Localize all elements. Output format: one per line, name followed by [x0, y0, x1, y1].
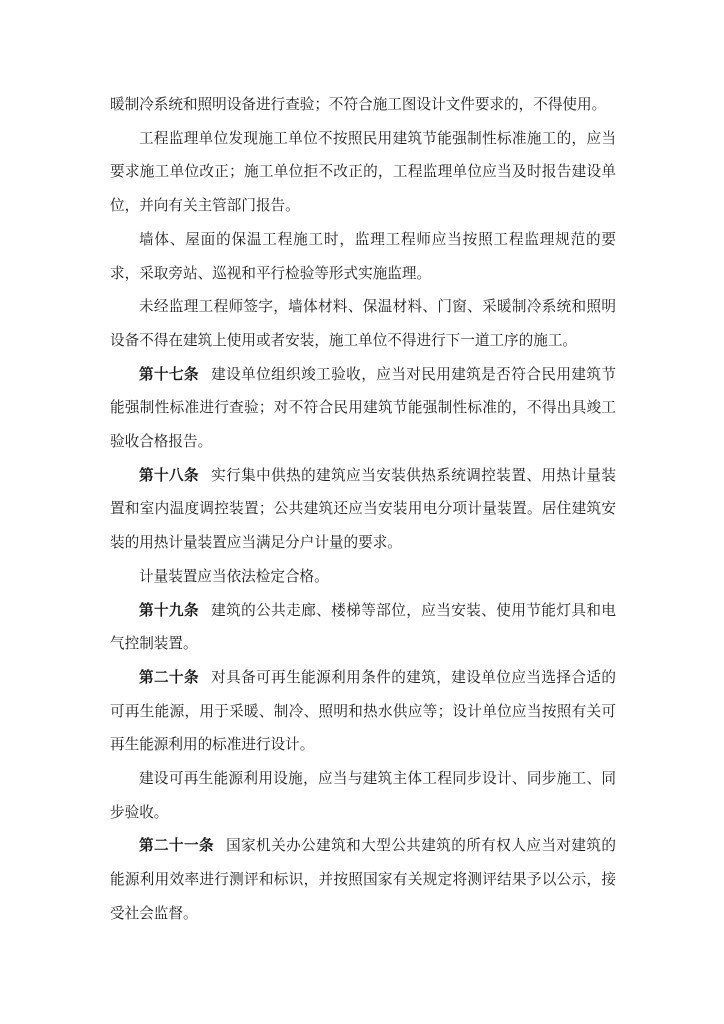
paragraph: [110, 829, 616, 930]
paragraph: [110, 459, 616, 560]
paragraph-text: 墙体、屋面的保温工程施工时，监理工程师应当按照工程监理规范的要求，采取旁站、巡视和平行检验等形式实施监理。: [110, 230, 616, 282]
paragraph-text: 暖制冷系统和照明设备进行查验；不符合施工图设计文件要求的，不得使用。: [110, 96, 607, 113]
paragraph: [110, 122, 616, 223]
paragraph: [110, 290, 616, 357]
paragraph-text: 建设单位组织竣工验收，应当对民用建筑是否符合民用建筑节能强制性标准进行查验；对不符合民用建筑节能强制性标准的，不得出具竣工验收合格报告。: [110, 365, 616, 451]
paragraph-text: 建设可再生能源利用设施，应当与建筑主体工程同步设计、同步施工、同步验收。: [110, 770, 616, 821]
article-number: 第二十一条: [139, 837, 215, 855]
paragraph-text: 工程监理单位发现施工单位不按照民用建筑节能强制性标准施工的，应当要求施工单位改正；施工单位拒不改正的，工程监理单位应当及时报告建设单位，并向有关主管部门报告。: [110, 129, 616, 215]
paragraph: [110, 661, 616, 762]
article-number: 第二十条: [139, 668, 200, 686]
paragraph-text: 未经监理工程师签字，墙体材料、保温材料、门窗、采暖制冷系统和照明设备不得在建筑上使用或者安装，施工单位不得进行下一道工序的施工。: [110, 298, 616, 349]
paragraph-text: 实行集中供热的建筑应当安装供热系统调控装置、用热计量装置和室内温度调控装置；公共建筑还应当安装用电分项计量装置。居住建筑安装的用热计量装置应当满足分户计量的要求。: [110, 466, 616, 552]
paragraph-text: 建筑的公共走廊、楼梯等部位，应当安装、使用节能灯具和电气控制装置。: [110, 601, 616, 653]
paragraph: [110, 594, 616, 661]
paragraph: [110, 358, 616, 459]
article-number: 第十九条: [139, 601, 200, 619]
document-body: [110, 88, 616, 931]
paragraph-text: 计量装置应当依法检定合格。: [139, 567, 329, 585]
article-number: 第十八条: [139, 466, 200, 484]
paragraph: [110, 560, 616, 594]
paragraph: [110, 762, 616, 829]
paragraph: [110, 223, 616, 290]
paragraph-text: 对具备可再生能源利用条件的建筑，建设单位应当选择合适的可再生能源，用于采暖、制冷、照明和热水供应等；设计单位应当按照有关可再生能源利用的标准进行设计。: [110, 668, 616, 754]
article-number: 第十七条: [139, 365, 200, 383]
paragraph: [110, 88, 616, 122]
paragraph-text: 国家机关办公建筑和大型公共建筑的所有权人应当对建筑的能源利用效率进行测评和标识，并按照国家有关规定将测评结果予以公示，接受社会监督。: [110, 837, 616, 922]
